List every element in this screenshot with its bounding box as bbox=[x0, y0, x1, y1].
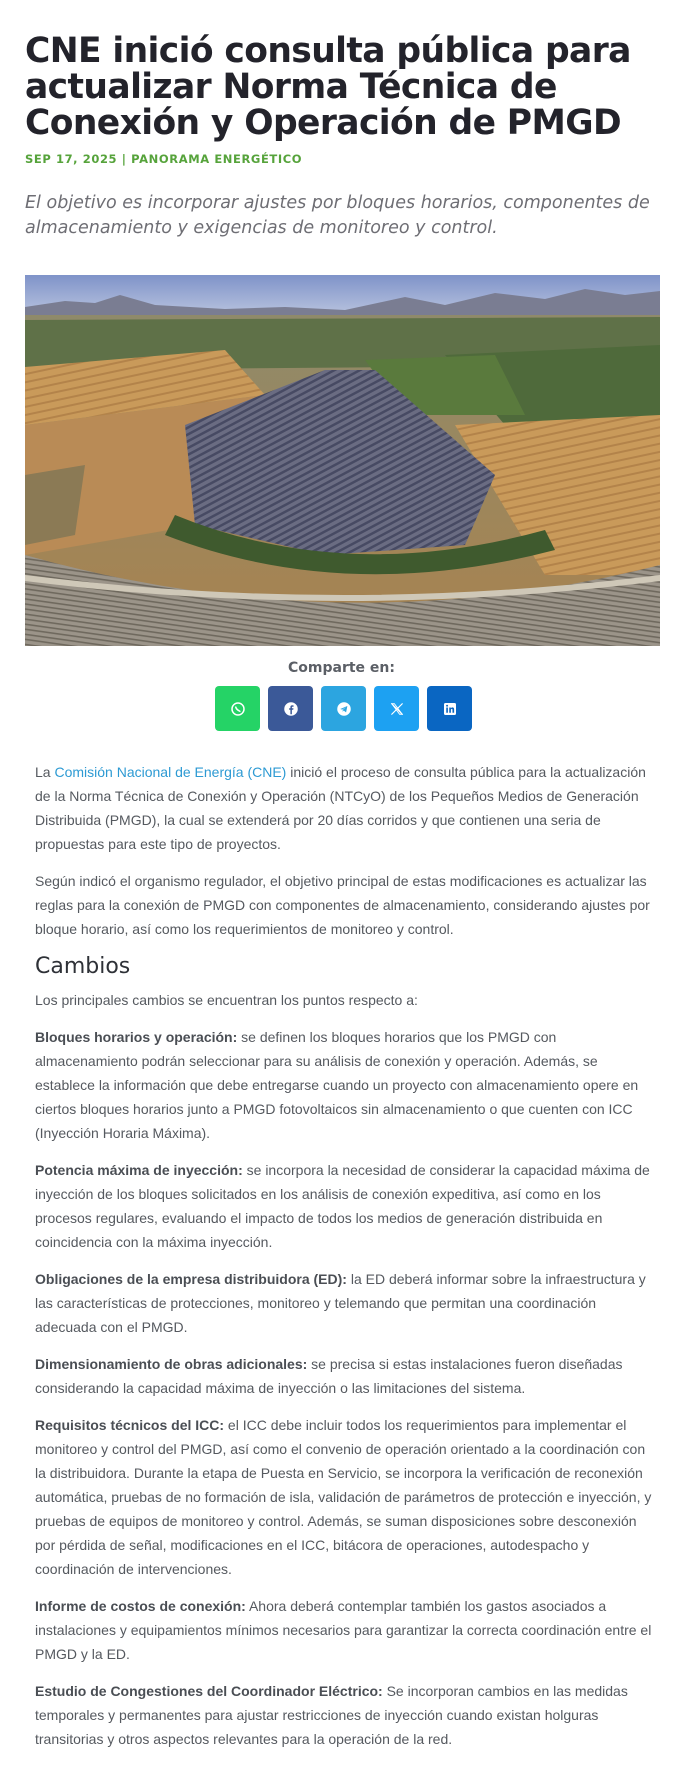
change-item-label: Estudio de Congestiones del Coordinador Eléctrico: bbox=[35, 1683, 383, 1699]
change-item-label: Potencia máxima de inyección: bbox=[35, 1162, 243, 1178]
change-item-text: se precisa si estas instalaciones fueron diseñadas considerando la capacidad máxima de inyección o las limitaciones del sistema. bbox=[35, 1356, 623, 1396]
change-item bbox=[35, 1352, 655, 1400]
change-item-label: Bloques horarios y operación: bbox=[35, 1029, 238, 1045]
article-subtitle: El objetivo es incorporar ajustes por bloques horarios, componentes de almacenamiento y exigencias de monitoreo y control. bbox=[25, 193, 650, 238]
change-item-label: Requisitos técnicos del ICC: bbox=[35, 1417, 225, 1433]
change-item bbox=[35, 1413, 655, 1581]
linkedin-share-button[interactable] bbox=[427, 686, 472, 731]
solar-farm-aerial-photo bbox=[25, 275, 660, 646]
whatsapp-share-button[interactable] bbox=[215, 686, 260, 731]
change-item-text: se incorpora la necesidad de considerar la capacidad máxima de inyección de los bloques solicitados en los análisis de conexión expeditiva, así como en los procesos regulares, evaluando el impacto de todos los medios de generación distribuida en coincidencia con la máxima inyección. bbox=[35, 1162, 650, 1250]
share-label: Comparte en: bbox=[288, 660, 395, 676]
whatsapp-icon bbox=[229, 700, 247, 718]
telegram-icon bbox=[335, 700, 353, 718]
intro-rest: inició el proceso de consulta pública para la actualización de la Norma Técnica de Conexión y Operación (NTCyO) de los Pequeños Medios de Generación Distribuida (PMGD), la cual se extenderá por 20 días corridos y que contienen una seria de propuestas para este tipo de proyectos. bbox=[35, 764, 646, 852]
change-item bbox=[35, 1679, 655, 1751]
change-item-label: Obligaciones de la empresa distribuidora (ED): bbox=[35, 1271, 347, 1287]
x-icon bbox=[388, 700, 406, 718]
article-byline: SEP 17, 2025 | PANORAMA ENERGÉTICO bbox=[25, 152, 303, 166]
change-item-label: Dimensionamiento de obras adicionales: bbox=[35, 1356, 308, 1372]
change-item bbox=[35, 1158, 655, 1254]
change-item bbox=[35, 1594, 655, 1666]
article-body bbox=[35, 760, 655, 1764]
linkedin-icon bbox=[441, 700, 459, 718]
change-item-text: el ICC debe incluir todos los requerimientos para implementar el monitoreo y control del PMGD, así como el convenio de operación orientado a la coordinación con la distribuidora. Durante la etapa de Puesta en Servicio, se incorpora la verificación de reconexión automática, pruebas de no formación de isla, validación de parámetros de protección e inyección, y pruebas de equipos de monitoreo y control. Además, se suman disposiciones sobre desconexión por pérdida de señal, modificaciones en el ICC, bitácora de operaciones, autodespacho y coordinación de intervenciones. bbox=[35, 1417, 652, 1577]
intro-prefix: La bbox=[35, 764, 55, 780]
hero-image bbox=[25, 275, 660, 646]
change-item-text: Ahora deberá contemplar también los gastos asociados a instalaciones y equipamientos mínimos necesarios para garantizar la correcta coordinación entre el PMGD y la ED. bbox=[35, 1598, 652, 1662]
changes-intro: Los principales cambios se encuentran los puntos respecto a: bbox=[35, 992, 418, 1008]
facebook-icon bbox=[282, 700, 300, 718]
objective-paragraph: Según indicó el organismo regulador, el objetivo principal de estas modificaciones es actualizar las reglas para la conexión de PMGD con componentes de almacenamiento, considerando ajustes por bloque horario, así como los requerimientos de monitoreo y control. bbox=[35, 873, 650, 937]
facebook-share-button[interactable] bbox=[268, 686, 313, 731]
change-item bbox=[35, 1267, 655, 1339]
article-title: CNE inició consulta pública para actualizar Norma Técnica de Conexión y Operación de PMGD bbox=[25, 31, 631, 143]
intro-paragraph bbox=[35, 760, 655, 856]
change-item bbox=[35, 1025, 655, 1145]
change-item-label: Informe de costos de conexión: bbox=[35, 1598, 246, 1614]
change-item-text: la ED deberá informar sobre la infraestructura y las características de protecciones, monitoreo y telemando que permitan una coordinación adecuada con el PMGD. bbox=[35, 1271, 646, 1335]
section-heading: Cambios bbox=[35, 954, 131, 979]
share-buttons bbox=[215, 686, 472, 731]
change-item-text: se definen los bloques horarios que los PMGD con almacenamiento podrán seleccionar para su análisis de conexión y operación. Además, se establece la información que debe entregarse cuando un proyecto con almacenamiento opere en ciertos bloques horarios junto a PMGD fotovoltaicos sin almacenamiento o que cuenten con ICC (Inyección Horaria Máxima). bbox=[35, 1029, 639, 1141]
x-share-button[interactable] bbox=[374, 686, 419, 731]
telegram-share-button[interactable] bbox=[321, 686, 366, 731]
cne-link[interactable]: Comisión Nacional de Energía (CNE) bbox=[54, 764, 287, 780]
change-item-text: Se incorporan cambios en las medidas temporales y permanentes para ajustar restricciones de inyección cuando existan holguras transitorias y otros aspectos relevantes para la operación de la red. bbox=[35, 1683, 628, 1747]
